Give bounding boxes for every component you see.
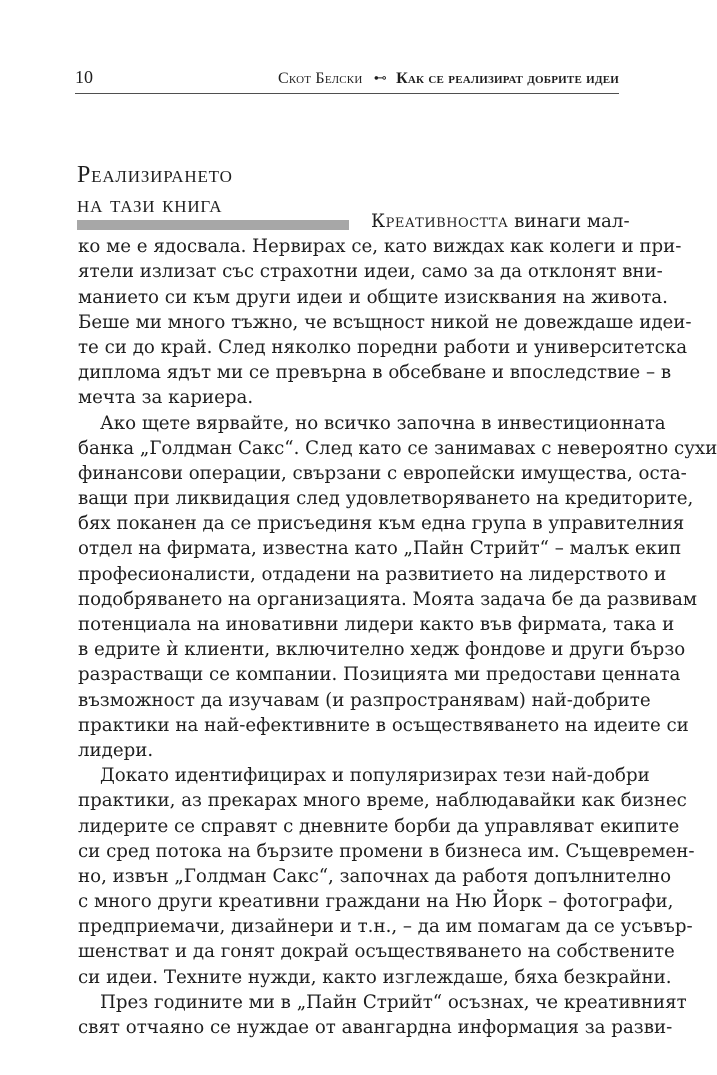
text-line (78, 209, 630, 234)
text-line: практики на най-ефективните в осъществяването на идеите си (78, 714, 689, 736)
text-line: Ако щете вярвайте, но всичко започна в инвестиционната (100, 412, 666, 434)
section-title-line: Реализирането (77, 162, 233, 188)
text-line: практики, аз прекарах много време, наблюдавайки как бизнес (78, 790, 687, 812)
paragraph (78, 763, 695, 990)
text-line: ко ме е ядосвала. Нервирах се, като виждах как колеги и при- (78, 236, 682, 258)
text-line: професионалисти, отдадени на развитието на лидерството и (78, 563, 667, 585)
paragraph (78, 990, 687, 1040)
text-line: лидери. (78, 739, 154, 761)
text-line: си идеи. Техните нужди, както изглеждаше, бяха безкрайни. (78, 966, 672, 988)
text-line: разрастващи се компании. Позицията ми предостави ценната (78, 664, 681, 686)
running-head-title: Как се реализират добрите идеи (396, 70, 619, 87)
text-line: ятели излизат със страхотни идеи, само за да отклонят вни- (78, 261, 663, 283)
text-line: ващи при ликвидация след удовлетворяването на кредиторите, (78, 488, 694, 510)
text-line: предприемачи, дизайнери и т.н., – да им помагам да се усъвър- (78, 916, 693, 938)
paragraph (78, 411, 717, 764)
paragraph (78, 209, 692, 411)
text-line: свят отчаяно се нуждае от авангардна информация за разви- (78, 1017, 673, 1038)
page-number: 10 (75, 67, 93, 87)
text-line: подобряването на организацията. Моята задача бе да развивам (78, 588, 698, 610)
text-line: потенциала на иновативни лидери както във фирмата, така и (78, 614, 675, 635)
running-head-author: Скот Белски (278, 70, 363, 87)
text-line: бях поканен да се присъединя към една група в управителния (78, 513, 685, 535)
text-line: банка „Голдман Сакс“. След като се занимавах с невероятно сухи (78, 437, 717, 459)
text-line: лидерите се справят с дневните борби да управляват екипите (78, 815, 680, 837)
text-line: отдел на фирмата, известна като „Пайн Стрийт“ – малък екип (78, 538, 682, 560)
ornament-icon: ⊷ (373, 70, 387, 85)
text-line: но, извън „Голдман Сакс“, започнах да работя допълнително (78, 865, 672, 887)
text-line: манието си към други идеи и общите изисквания на живота. (78, 286, 668, 308)
page-header (75, 67, 619, 94)
text-line: с много други креативни граждани на Ню Йорк – фотографи, (78, 891, 674, 913)
text-line: През годините ми в „Пайн Стрийт“ осъзнах, че креативният (100, 991, 687, 1013)
text-line: си сред потока на бързите промени в бизнеса им. Същевремен- (78, 840, 695, 862)
body-text (78, 209, 717, 1040)
text-line-remainder: винаги мал- (508, 211, 630, 232)
text-line: шенстват и да гонят докрай осъществяването на собствените (78, 941, 675, 963)
text-line: мечта за кариера. (78, 387, 254, 409)
text-line: Беше ми много тъжно, че всъщност никой не довеждаше идеи- (78, 311, 692, 333)
text-line: в едрите ѝ клиенти, включително хедж фондове и други бързо (78, 639, 686, 661)
lead-word: Креативността (371, 211, 509, 232)
text-line: финансови операции, свързани с европейски имущества, оста- (78, 462, 687, 484)
text-line: възможност да изучавам (и разпространявам) най-добрите (78, 689, 651, 711)
section-title-line: на тази книга (77, 192, 223, 218)
text-line: диплома ядът ми се превърна в обсебване и впоследствие – в (78, 362, 672, 384)
text-line: Докато идентифицирах и популяризирах тези най-добри (100, 765, 650, 787)
text-line: те си до край. След няколко поредни работи и университетска (78, 336, 688, 358)
running-head (278, 69, 619, 88)
